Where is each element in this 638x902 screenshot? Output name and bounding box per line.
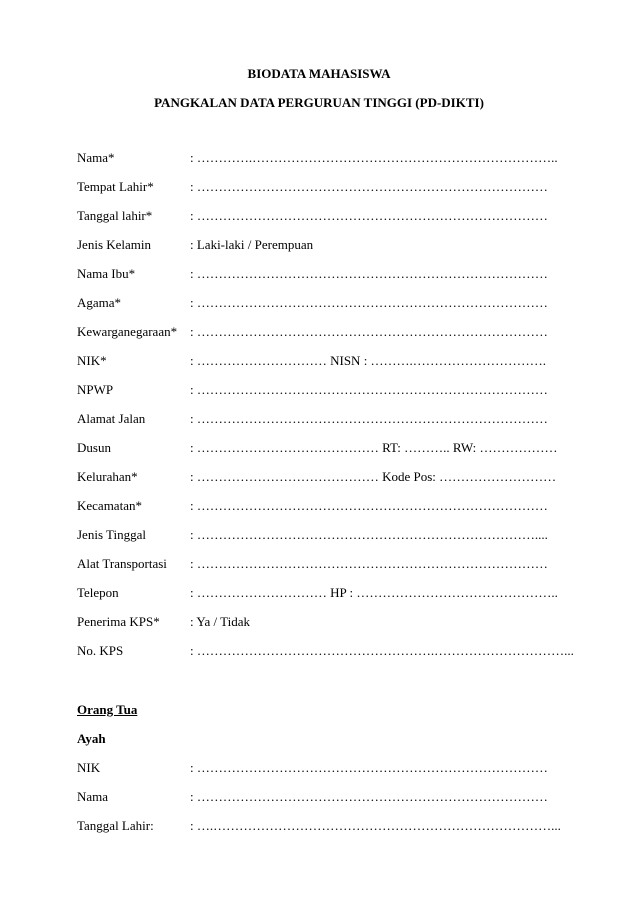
field-label: Alat Transportasi <box>77 556 167 571</box>
field-label: NIK* <box>77 353 107 368</box>
field-label: Jenis Tinggal <box>77 527 146 542</box>
field-row <box>77 208 577 226</box>
field-row <box>77 440 577 458</box>
field-label: NIK <box>77 760 101 775</box>
field-row <box>77 614 577 632</box>
field-label: Nama <box>77 789 109 804</box>
field-value: : ………………………… NISN : ……….…………………………. <box>190 353 547 368</box>
field-value: : ……………………………………………………………………… <box>190 411 548 426</box>
field-value: : …………………………………… Kode Pos: ……………………… <box>190 469 557 484</box>
field-label: Alamat Jalan <box>77 411 146 426</box>
field-row <box>77 237 577 255</box>
section-heading-ayah: Ayah <box>77 731 106 746</box>
field-label: Tanggal Lahir: <box>77 818 154 833</box>
field-label: Nama* <box>77 150 115 165</box>
field-label: Tempat Lahir* <box>77 179 154 194</box>
field-row <box>77 150 577 168</box>
field-label: Telepon <box>77 585 119 600</box>
field-value: : ………….…………………………………………………………….. <box>190 150 558 165</box>
field-value: : ……………………………………………………………………… <box>190 179 548 194</box>
field-row <box>77 469 577 487</box>
field-row <box>77 411 577 429</box>
field-row <box>77 498 577 516</box>
field-label: Kelurahan* <box>77 469 138 484</box>
field-value: : …………………………………………………………………….... <box>190 527 548 542</box>
field-value: : ……………………………………………………………………… <box>190 266 548 281</box>
field-label: No. KPS <box>77 643 124 658</box>
field-label: Jenis Kelamin <box>77 237 152 252</box>
field-label: Penerima KPS* <box>77 614 160 629</box>
field-value: : ……………………………………………………………………… <box>190 760 548 775</box>
field-label: Dusun <box>77 440 111 455</box>
field-row <box>77 760 577 778</box>
field-label: Tanggal lahir* <box>77 208 153 223</box>
field-label: Kecamatan* <box>77 498 142 513</box>
field-value: : ……………………………………………………………………… <box>190 556 548 571</box>
field-value: : ……………………………………………….…………………………... <box>190 643 574 658</box>
field-row <box>77 818 577 836</box>
field-label: Kewarganegaraan* <box>77 324 178 339</box>
field-label: Agama* <box>77 295 122 310</box>
field-value: : Ya / Tidak <box>190 614 250 629</box>
field-label: Nama Ibu* <box>77 266 136 281</box>
field-row <box>77 585 577 603</box>
field-row <box>77 789 577 807</box>
field-row <box>77 556 577 574</box>
field-row <box>77 353 577 371</box>
field-row <box>77 324 577 342</box>
field-value: : ……………………………………………………………………… <box>190 208 548 223</box>
field-row <box>77 295 577 313</box>
field-value: : …………………………………… RT: ……….. RW: ……………… <box>190 440 558 455</box>
field-value: : Laki-laki / Perempuan <box>190 237 314 252</box>
field-value: : ………………………… HP : ……………………………………….. <box>190 585 558 600</box>
field-row <box>77 382 577 400</box>
field-value: : ……………………………………………………………………… <box>190 498 548 513</box>
field-value: : ……………………………………………………………………… <box>190 789 548 804</box>
field-row <box>77 266 577 284</box>
field-value: : ……………………………………………………………………… <box>190 324 548 339</box>
field-row <box>77 643 577 661</box>
document-subtitle: PANGKALAN DATA PERGURUAN TINGGI (PD-DIKTI) <box>154 95 484 110</box>
field-row <box>77 179 577 197</box>
field-row <box>77 527 577 545</box>
field-value: : ……………………………………………………………………… <box>190 295 548 310</box>
field-value: : ……………………………………………………………………… <box>190 382 548 397</box>
field-label: NPWP <box>77 382 114 397</box>
field-value: : ….……………………………………………………………………... <box>190 818 561 833</box>
section-heading-orang-tua: Orang Tua <box>77 702 138 717</box>
document-title: BIODATA MAHASISWA <box>247 66 391 81</box>
